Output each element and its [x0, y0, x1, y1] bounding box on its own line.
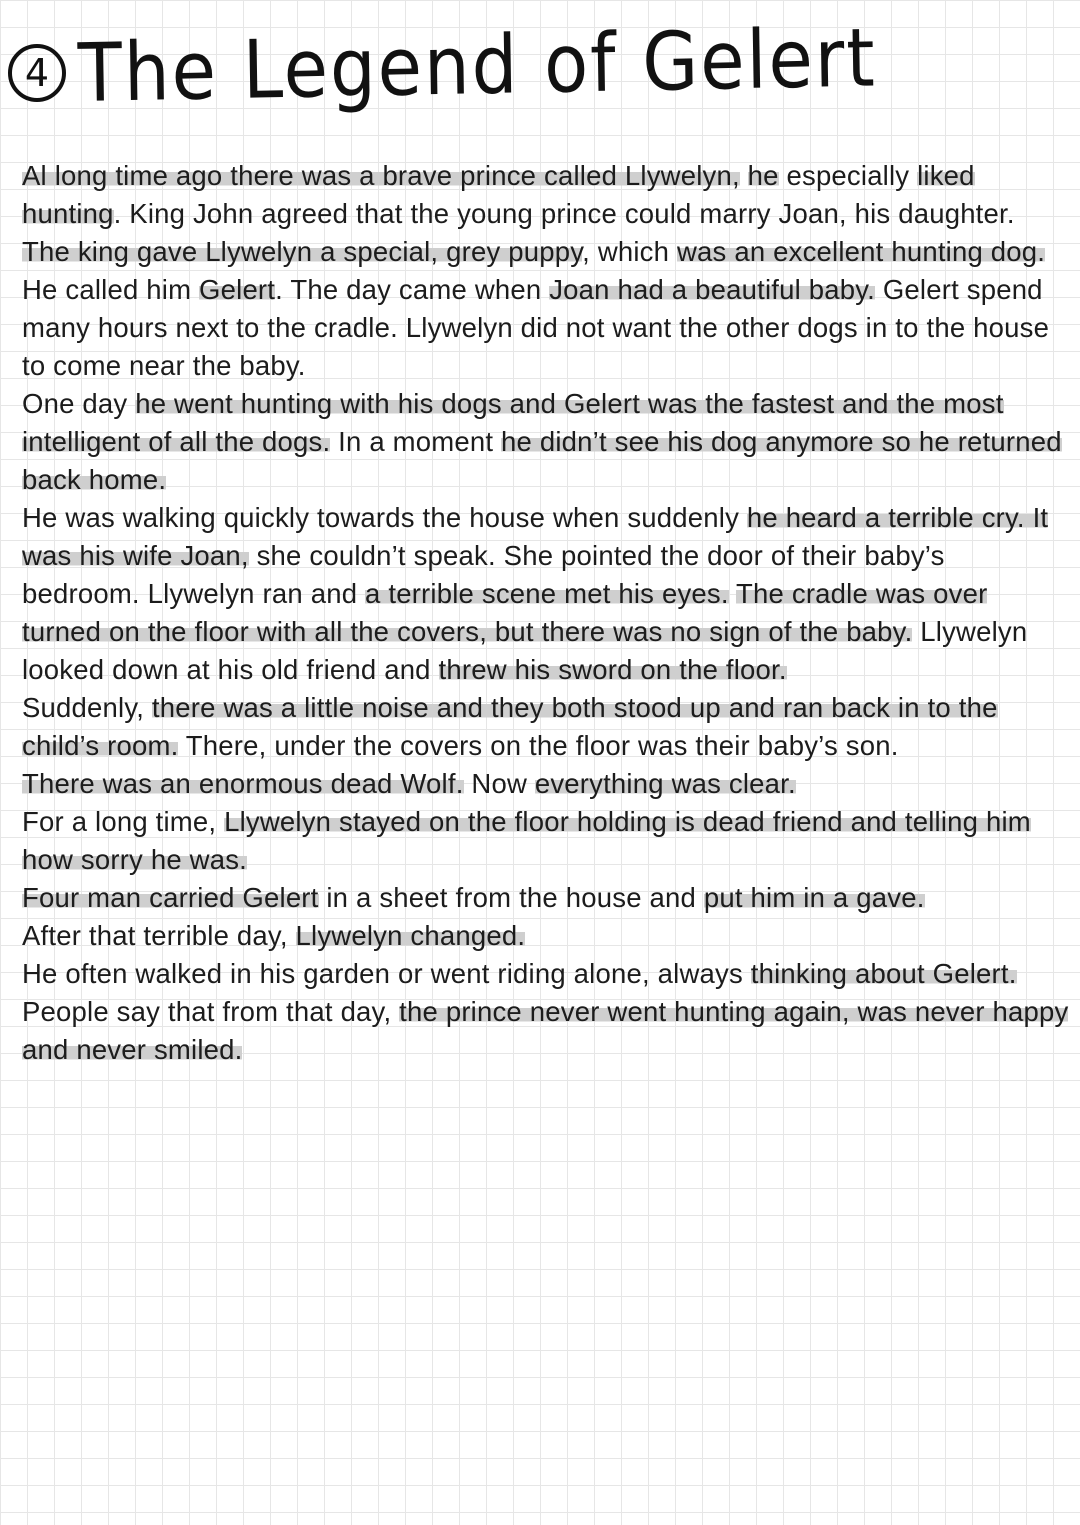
paragraph [22, 499, 1070, 689]
text-segment: she couldn’t speak. She pointed the door of their baby’s bedroom. Llywelyn ran and [22, 540, 945, 609]
highlighted-text: Gelert [199, 274, 276, 305]
paragraph [22, 917, 1070, 955]
page-title: The Legend of Gelert [77, 10, 878, 121]
paragraph [22, 157, 1070, 385]
text-segment: . King John agreed that the young prince could marry Joan, his daughter. [113, 198, 1015, 229]
text-segment: People say that from that day, [22, 996, 400, 1027]
highlighted-text: there was a little noise and they both stood up and ran back in to the child’s room. [22, 692, 998, 761]
title-row [8, 10, 878, 128]
text-segment: He often walked in his garden or went riding alone, always [22, 958, 751, 989]
highlighted-text: he didn’t see his dog anymore so he returned back home. [22, 426, 1062, 495]
text-segment: , which [582, 236, 677, 267]
highlighted-text: Llywelyn changed. [295, 920, 526, 951]
highlighted-text: The cradle was over turned on the floor with all the covers, but there was no sign of the baby. [22, 578, 988, 647]
highlighted-text: Joan had a beautiful baby. [549, 274, 875, 305]
highlighted-text: liked hunting [22, 160, 975, 229]
paragraph [22, 385, 1070, 499]
highlighted-text: he heard a terrible cry. It was his wife Joan, [22, 502, 1049, 571]
text-segment: . The day came when [275, 274, 550, 305]
highlighted-text: a terrible scene met his eyes. [365, 578, 729, 609]
highlighted-text: The king gave Llywelyn a special, grey puppy [22, 236, 583, 267]
text-segment: Gelert spend many hours next to the cradle. Llywelyn did not want the other dogs in to the house to come near the baby. [22, 274, 1050, 381]
highlighted-text: he [747, 160, 779, 191]
paragraph [22, 955, 1070, 1069]
paragraph [22, 765, 1070, 803]
highlighted-text: Four man carried Gelert [22, 882, 319, 913]
paragraph [22, 689, 1070, 765]
text-segment: especially [778, 160, 918, 191]
text-segment: Llywelyn looked down at his old friend and [22, 616, 1028, 685]
text-segment: One day [22, 388, 136, 419]
story-text [22, 157, 1070, 1069]
highlighted-text: the prince never went hunting again, was never happy and never smiled. [22, 996, 1069, 1065]
highlighted-text: he went hunting with his dogs and Gelert was the fastest and the most intelligent of all the dogs. [22, 388, 1004, 457]
highlighted-text: Al long time ago there was a brave prince called Llywelyn, [22, 160, 740, 191]
text-segment: Now [463, 768, 535, 799]
highlighted-text: threw his sword on the floor. [438, 654, 787, 685]
paragraph [22, 879, 1070, 917]
section-number: 4 [24, 51, 50, 95]
highlighted-text: was an excellent hunting dog. [676, 236, 1046, 267]
text-segment: Suddenly, [22, 692, 152, 723]
text-segment: After that terrible day, [22, 920, 296, 951]
paragraph [22, 803, 1070, 879]
highlighted-text: put him in a gave. [703, 882, 925, 913]
highlighted-text: thinking about Gelert. [750, 958, 1017, 989]
text-segment [729, 578, 736, 609]
section-number-badge [8, 44, 66, 102]
highlighted-text: There was an enormous dead Wolf. [22, 768, 464, 799]
text-segment: in a sheet from the house and [318, 882, 704, 913]
text-segment: In a moment [330, 426, 502, 457]
text-segment: For a long time, [22, 806, 225, 837]
text-segment [740, 160, 748, 191]
highlighted-text: Llywelyn stayed on the floor holding is dead friend and telling him how sorry he was. [22, 806, 1031, 875]
highlighted-text: everything was clear. [534, 768, 796, 799]
text-segment: He was walking quickly towards the house when suddenly [22, 502, 747, 533]
text-segment: He called him [22, 274, 200, 305]
text-segment: There, under the covers on the floor was their baby’s son. [178, 730, 899, 761]
